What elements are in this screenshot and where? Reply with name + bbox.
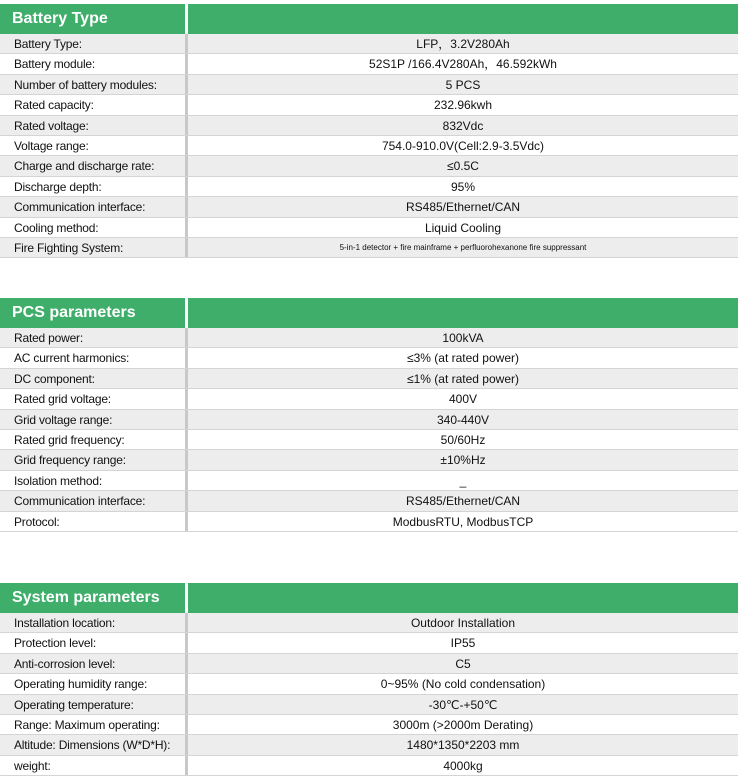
table-row [0,136,738,156]
table-row [0,695,738,715]
table-row [0,348,738,368]
row-label: Battery module: [14,57,96,72]
row-label: AC current harmonics: [14,351,130,366]
row-label: Anti-corrosion level: [14,656,116,671]
row-value: 52S1P /166.4V280Ah，46.592kWh [369,57,557,72]
row-value: 340-440V [436,412,490,427]
table-row [0,95,738,115]
table-row [0,177,738,197]
row-value: RS485/Ethernet/CAN [405,200,521,215]
row-value: 232.96kwh [433,98,493,113]
row-label: Installation location: [14,616,115,630]
table-row [0,34,738,54]
table-row [0,613,738,633]
table-row [0,328,738,348]
row-label: Communication interface: [14,494,146,509]
row-value: 832Vdc [442,118,484,133]
row-label: Rated voltage: [14,118,89,133]
row-value: ≤1% (at rated power) [407,371,519,386]
row-label: Voltage range: [14,138,89,153]
row-label: Cooling method: [14,220,99,235]
table-row [0,218,738,238]
row-value: _ [459,473,467,488]
system-parameters-section [0,583,738,776]
row-label: Grid frequency range: [14,453,126,468]
table-row [0,389,738,409]
section-header [0,583,738,613]
header-bar [188,583,738,613]
table-row [0,54,738,74]
table-row [0,197,738,217]
row-value: 100kVA [442,331,484,345]
row-label: Number of battery modules: [14,77,157,92]
row-label: Grid voltage range: [14,412,113,427]
table-row [0,512,738,532]
table-row [0,654,738,674]
row-value: 4000kg [443,758,483,773]
row-value: -30℃-+50℃ [428,697,498,712]
table-row [0,450,738,470]
row-value: ±10%Hz [440,453,486,468]
table-row [0,156,738,176]
table-row [0,471,738,491]
row-value: ModbusRTU, ModbusTCP [392,514,534,529]
table-row [0,756,738,776]
row-value: LFP，3.2V280Ah [416,37,510,51]
row-label: Isolation method: [14,473,102,488]
row-value: 3000m (>2000m Derating) [392,717,534,732]
pcs-parameters-section [0,298,738,532]
section-title: System parameters [0,583,185,613]
row-label: Rated capacity: [14,98,94,113]
row-value: 1480*1350*2203 mm [406,738,520,753]
table-row [0,674,738,694]
row-label: Discharge depth: [14,179,102,194]
table-row [0,735,738,755]
table-row [0,715,738,735]
row-value: 5-in-1 detector + fire mainframe + perfluorohexanone fire suppressant [339,242,587,252]
spec-table [0,613,738,776]
spec-table [0,34,738,258]
section-header [0,4,738,34]
row-label: Range: Maximum operating: [14,717,160,732]
row-value: 95% [450,179,476,194]
table-row [0,238,738,258]
row-label: Rated grid voltage: [14,392,111,407]
section-header [0,298,738,328]
section-title: Battery Type [0,4,185,34]
row-label: DC component: [14,371,95,386]
row-value: 50/60Hz [440,432,486,447]
spec-table [0,328,738,532]
section-title: PCS parameters [0,298,185,328]
header-bar [188,4,738,34]
row-label: Battery Type: [14,37,82,51]
row-label: Communication interface: [14,200,146,215]
table-row [0,116,738,136]
row-value: 5 PCS [445,77,481,92]
table-row [0,491,738,511]
row-label: Charge and discharge rate: [14,159,155,174]
row-value: Outdoor Installation [410,616,516,630]
header-bar [188,298,738,328]
table-row [0,369,738,389]
row-value: IP55 [450,636,476,651]
row-label: weight: [14,758,51,773]
table-row [0,430,738,450]
row-value: Liquid Cooling [424,220,502,235]
row-label: Protection level: [14,636,96,651]
table-row [0,633,738,653]
row-value: C5 [455,656,471,671]
row-value: ≤3% (at rated power) [407,351,519,366]
row-label: Fire Fighting System: [14,240,124,255]
row-label: Rated grid frequency: [14,432,125,447]
table-row [0,75,738,95]
row-label: Operating temperature: [14,697,134,712]
table-row [0,410,738,430]
battery-type-section [0,4,738,258]
row-value: 0~95% (No cold condensation) [380,677,546,692]
row-label: Rated power: [14,331,83,345]
row-value: 400V [448,392,478,407]
row-label: Protocol: [14,514,60,529]
row-value: 754.0-910.0V(Cell:2.9-3.5Vdc) [381,138,545,153]
row-label: Altitude: Dimensions (W*D*H): [14,738,171,753]
row-value: RS485/Ethernet/CAN [405,494,521,509]
row-label: Operating humidity range: [14,677,148,692]
row-value: ≤0.5C [447,159,479,174]
